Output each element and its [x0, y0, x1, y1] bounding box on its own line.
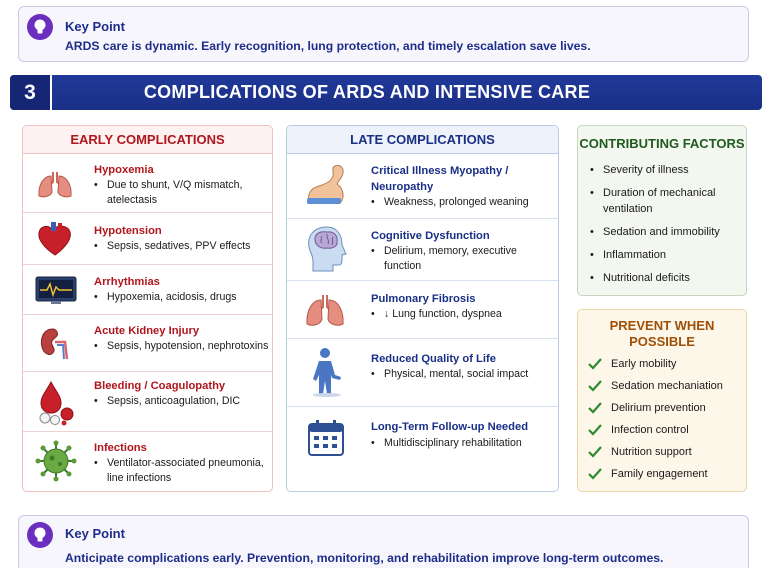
complication-title: Acute Kidney Injury: [94, 325, 200, 337]
lightbulb-icon: [27, 522, 53, 548]
complication-title: Critical Illness Myopathy / Neuropathy: [371, 165, 509, 193]
complication-title: Hypotension: [94, 225, 162, 237]
list-item: Infections • Ventilator-associated pneumonia, line infections: [23, 431, 272, 493]
list-item: • Severity of illness: [590, 164, 689, 176]
complication-title: Infections: [94, 442, 147, 454]
list-item: Acute Kidney Injury • Sepsis, hypotension, nephrotoxins: [23, 314, 272, 371]
list-item: Cognitive Dysfunction • Delirium, memory, executive function: [287, 218, 558, 280]
list-item: Infection control: [588, 422, 743, 444]
list-item: • Sedation and immobility: [590, 226, 720, 238]
complication-title: Arrhythmias: [94, 276, 160, 288]
list-item: Bleeding / Coagulopathy • Sepsis, anticoagulation, DIC: [23, 371, 272, 431]
lightbulb-icon: [27, 14, 53, 40]
list-item: • Nutritional deficits: [590, 272, 690, 284]
contributing-factors-panel: [577, 125, 747, 296]
key-point-text: ARDS care is dynamic. Early recognition, lung protection, and timely escalation save lives.: [65, 39, 591, 53]
complication-title: Pulmonary Fibrosis: [371, 293, 476, 305]
bullet-text: Due to shunt, V/Q mismatch, atelectasis: [107, 179, 243, 206]
contributing-factors-list: [590, 162, 740, 293]
check-icon: [588, 423, 602, 437]
list-item: • Inflammation: [590, 249, 666, 261]
check-icon: [588, 445, 602, 459]
kidney-icon: [37, 325, 73, 361]
list-item: Hypoxemia • Due to shunt, V/Q mismatch, atelectasis: [23, 154, 272, 212]
complication-title: Long-Term Follow-up Needed: [371, 421, 529, 433]
bullet-text: Multidisciplinary rehabilitation: [384, 437, 522, 449]
person-icon: [309, 347, 351, 397]
key-point-title: Key Point: [65, 19, 125, 34]
bullet-text: Sepsis, sedatives, PPV effects: [107, 240, 251, 252]
heart-icon: [35, 221, 75, 257]
list-item: Family engagement: [588, 466, 743, 488]
bullet-text: Sepsis, hypotension, nephrotoxins: [107, 340, 269, 352]
bullet-text: Physical, mental, social impact: [384, 368, 529, 380]
calendar-icon: [307, 419, 345, 457]
list-item: Long-Term Follow-up Needed • Multidisciplinary rehabilitation: [287, 406, 558, 493]
brain-head-icon: [305, 225, 349, 273]
section-title: COMPLICATIONS OF ARDS AND INTENSIVE CARE: [143, 82, 591, 102]
list-item: Hypotension • Sepsis, sedatives, PPV effects: [23, 212, 272, 264]
check-icon: [588, 379, 602, 393]
list-item: Nutrition support: [588, 444, 743, 466]
prevent-header: PREVENT WHEN POSSIBLE: [609, 318, 715, 349]
complication-title: Reduced Quality of Life: [371, 353, 496, 365]
list-item: Delirium prevention: [588, 400, 743, 422]
lungs-icon: [303, 291, 347, 329]
early-complications-header: EARLY COMPLICATIONS: [23, 126, 272, 154]
bullet-text: Delirium, memory, executive function: [384, 245, 517, 272]
lungs-icon: [35, 166, 75, 200]
bottom-key-point-box: [18, 515, 749, 568]
list-item: Critical Illness Myopathy / Neuropathy • Weakness, prolonged weaning: [287, 154, 558, 218]
list-item: Sedation mechaniation: [588, 378, 743, 400]
prevent-list: [588, 356, 743, 488]
blood-drop-icon: [35, 380, 77, 426]
contributing-factors-header: CONTRIBUTING FACTORS: [579, 136, 745, 151]
list-item: Arrhythmias • Hypoxemia, acidosis, drugs: [23, 264, 272, 314]
key-point-text: Anticipate complications early. Prevention, monitoring, and rehabilitation improve long-term outcomes.: [65, 551, 664, 565]
section-number: 3: [10, 75, 52, 110]
ecg-monitor-icon: [35, 275, 77, 307]
section-banner: [10, 75, 762, 110]
bullet-text: Hypoxemia, acidosis, drugs: [107, 291, 237, 303]
top-key-point-box: [18, 6, 749, 62]
check-icon: [588, 401, 602, 415]
key-point-title: Key Point: [65, 526, 125, 541]
complication-title: Bleeding / Coagulopathy: [94, 380, 226, 392]
bullet-text: Weakness, prolonged weaning: [384, 196, 529, 208]
complication-title: Cognitive Dysfunction: [371, 230, 490, 242]
flexed-arm-icon: [303, 162, 349, 206]
bullet-text: Sepsis, anticoagulation, DIC: [107, 395, 241, 407]
virus-icon: [35, 440, 77, 482]
late-complications-panel: [286, 125, 559, 492]
prevent-panel: [577, 309, 747, 492]
early-complications-panel: [22, 125, 273, 492]
check-icon: [588, 357, 602, 371]
late-complications-header: LATE COMPLICATIONS: [287, 126, 558, 154]
list-item: Reduced Quality of Life • Physical, mental, social impact: [287, 338, 558, 406]
bullet-text: ↓ Lung function, dyspnea: [384, 308, 502, 320]
list-item: Pulmonary Fibrosis • ↓ Lung function, dyspnea: [287, 280, 558, 338]
complication-title: Hypoxemia: [94, 164, 154, 176]
bullet-text: Ventilator-associated pneumonia, line infections: [107, 457, 264, 484]
list-item: Early mobility: [588, 356, 743, 378]
check-icon: [588, 467, 602, 481]
list-item: • Duration of mechanical ventilation: [590, 187, 716, 215]
